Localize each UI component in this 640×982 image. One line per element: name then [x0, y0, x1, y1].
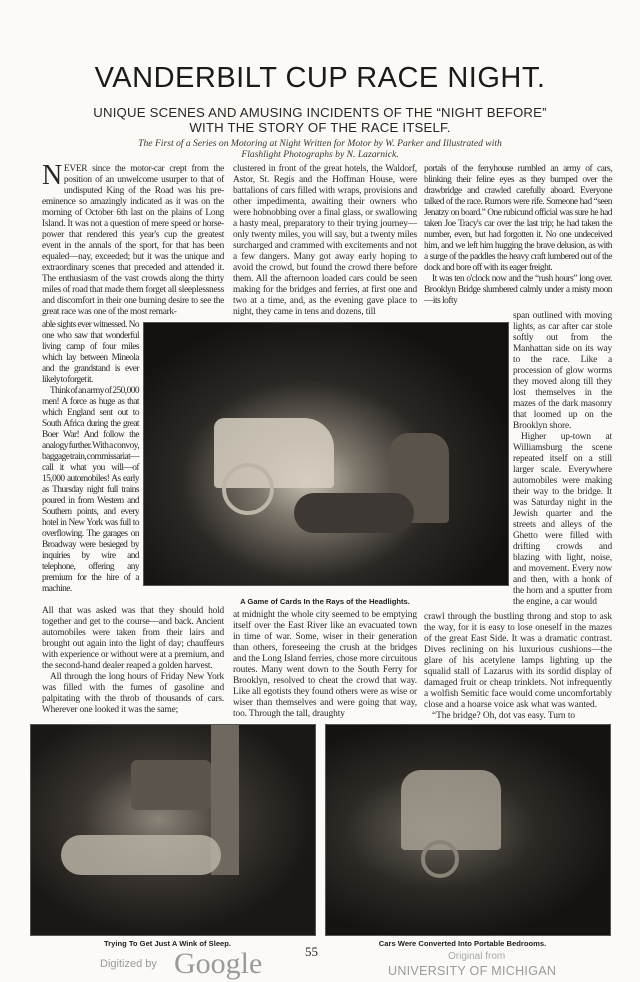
paragraph: clustered in front of the great hotels, the Waldorf, Astor, St. Regis and the Hoffman House, were battalions of cars filled with wraps, provisions and other impedimenta, awaiting their owners who were hobnobbing over a final glass, or swallowing a hasty meal, preparatory to their trying journey—only twenty miles, you will say, but a twenty miles surcharged and crammed with excitements and not a few dangers. Many got away early hoping to avoid the crowd, but found the crowd there before them. All the afternoon loaded cars could be seen making for the bridges and ferries, at first one and two at a time, and, as the evening gave place to night, they came in tens and dozens, till	[233, 164, 417, 317]
car-wheel-shape	[222, 463, 274, 515]
paragraph	[42, 160, 224, 318]
article-subtitle-line1: UNIQUE SCENES AND AMUSING INCIDENTS OF THE “NIGHT BEFORE”	[93, 105, 547, 120]
paragraph: at midnight the whole city seemed to be emptying itself over the East River like an evacuated town in time of war. Some, wiser in their generation than others, foreseeing the crush at the bridges and the Long Island ferries, chose more circuitous routes. Many went down to the South Ferry for Brooklyn, resolved to cheat the crowd that way. Like all egotists they found others were as wise or wiser than themselves and were going that way, too. Through the tall, draughty	[233, 610, 417, 719]
article-title: VANDERBILT CUP RACE NIGHT.	[94, 62, 546, 94]
column-a-top	[42, 160, 224, 318]
column-c-narrow	[513, 311, 612, 608]
right-photo-caption: Cars Were Converted Into Portable Bedrooms.	[378, 939, 547, 948]
column-c-top	[424, 164, 612, 307]
column-b-top	[233, 164, 417, 318]
drop-cap: N	[42, 160, 62, 191]
left-photo-caption: Trying To Get Just A Wink of Sleep.	[103, 939, 232, 948]
covered-car-shape	[401, 770, 501, 850]
article-subtitle-line2: WITH THE STORY OF THE RACE ITSELF.	[189, 120, 451, 135]
car-wheel-shape	[421, 840, 459, 878]
paragraph: Higher up-town at Williamsburg the scene repeated itself on a still larger scale. Everywhere automobiles were making their way to the bridge. It was Saturday night in the Jewish quarter and the streets and alleys of the Ghetto were filled with drifting crowds and blazing with light, noise, and movement. Every now and then, with a honk of the horn and a sputter from the engine, a car would	[513, 432, 612, 607]
column-a-bottom	[42, 606, 224, 716]
paragraph: crawl through the bustling throng and stop to ask the way, for it is easy to lose oneself in the mazes of the great East Side. It was a dramatic contrast. Dives reclining on his luxurious cushions—the glare of his acetylene lamps lighting up the squalid stall of Lazarus with its sordid display of damaged fruit or cheap trinklets. Not infrequently a wolfish Semitic face would come uncomfortably close and a hoarse voice ask what was wanted.	[424, 612, 612, 710]
page-number: 55	[305, 944, 318, 959]
university-label: UNIVERSITY OF MICHIGAN	[388, 964, 557, 978]
paragraph: All through the long hours of Friday New York was filled with the fumes of gasoline and palpitating with the throb of thousands of cars. Wherever one looked it was the same;	[42, 672, 224, 715]
byline-line1: The First of a Series on Motoring at Night Written for Motor by W. Parker and Illustrated with	[138, 138, 502, 149]
column-c-bottom	[424, 612, 612, 722]
sleeping-person-shape	[61, 835, 221, 875]
paragraph-text: EVER since the motor-car crept from the position of an unwelcome usurper to that of undisputed King of the Road was his pre-eminence so amazingly indicated as it was on the morning of October 6th last on the plains of Long Island. It was not a question of mere speed or horse-power that rendered this year's cup the greatest event in the annals of the sport, for that has been equaled—nay, exceeded; but it was the unique and extraordinary scenes that preceded and attended it. The enthusiasm of the vast crowds along the thirty miles of road that made them forget all sleeplessness and discomfort in their one burning desire to see the great race was one of the most remark-	[42, 164, 224, 317]
photo-portable-bedrooms	[325, 724, 611, 936]
original-from-label: Original from	[448, 951, 506, 962]
byline-line2: Flashlight Photographs by N. Lazarnick.	[241, 149, 399, 160]
paragraph: “The bridge? Oh, dot vas easy. Turn to	[432, 711, 576, 721]
paragraph: All that was asked was that they should hold together and get to the course—and back. Ancient automobiles were taken from their lairs and brought out again into the light of day; chauffeurs with experience or without were at a premium, and the second-hand dealer reaped a golden harvest.	[42, 606, 224, 671]
google-logo: Google	[174, 947, 263, 980]
main-photo-caption: A Game of Cards In the Rays of the Headlights.	[240, 597, 410, 606]
photo-wink-of-sleep	[30, 724, 316, 936]
byline	[60, 138, 580, 160]
column-b-bottom	[233, 610, 417, 720]
paragraph: able sights ever witnessed. No one who saw that wonderful living camp of four miles which lay between Mineola and the grandstand is ever likely to forget it.	[42, 320, 139, 385]
photo-card-game-headlights	[143, 322, 509, 586]
paragraph: span outlined with moving lights, as car after car stole softly out from the Manhattan side on its way to the race. Like a procession of glow worms they moved along till they lost themselves in the mazes of the dark masonry that loomed up on the Brooklyn shore.	[513, 311, 612, 431]
paragraph: It was ten o'clock now and the “rush hours” long over. Brooklyn Bridge slumbered calmly under a misty moon—its lofty	[424, 274, 612, 306]
digitized-by-label: Digitized by	[100, 958, 157, 970]
paragraph: portals of the ferryhouse rumbled an army of cars, blinking their feline eyes as they bumped over the drawbridge and crawled carefully aboard. Everyone talked of the race. Rumors were rife. Someone had “seen Jenatzy on board.” One rubicund official was sure he had taken Joe Tracy's car over the last trip; he had taken the number, even, but had forgotten it. No one undeceived him, and we left him hugging the brave delusion, as with a surge of the paddles the heavy craft lumbered out of the dock and bore off with its eager freight.	[424, 164, 612, 273]
paragraph: Think of an army of 250,000 men! A force as huge as that which England sent out to South Africa during the great Boer War! And follow the analogy further. With a convoy, baggage train, commissariat—call it what you will—of 15,000 automobiles! As early as Thursday night full trains poured in from Western and Southern points, and every hotel in New York was full to overflowing. The garages on Broadway were besieged by inquiries by wire and telephone, offering any premium for the hire of a machine.	[42, 386, 140, 594]
group-shape	[294, 493, 414, 533]
car-shape	[131, 760, 211, 810]
column-a-narrow	[42, 320, 139, 595]
